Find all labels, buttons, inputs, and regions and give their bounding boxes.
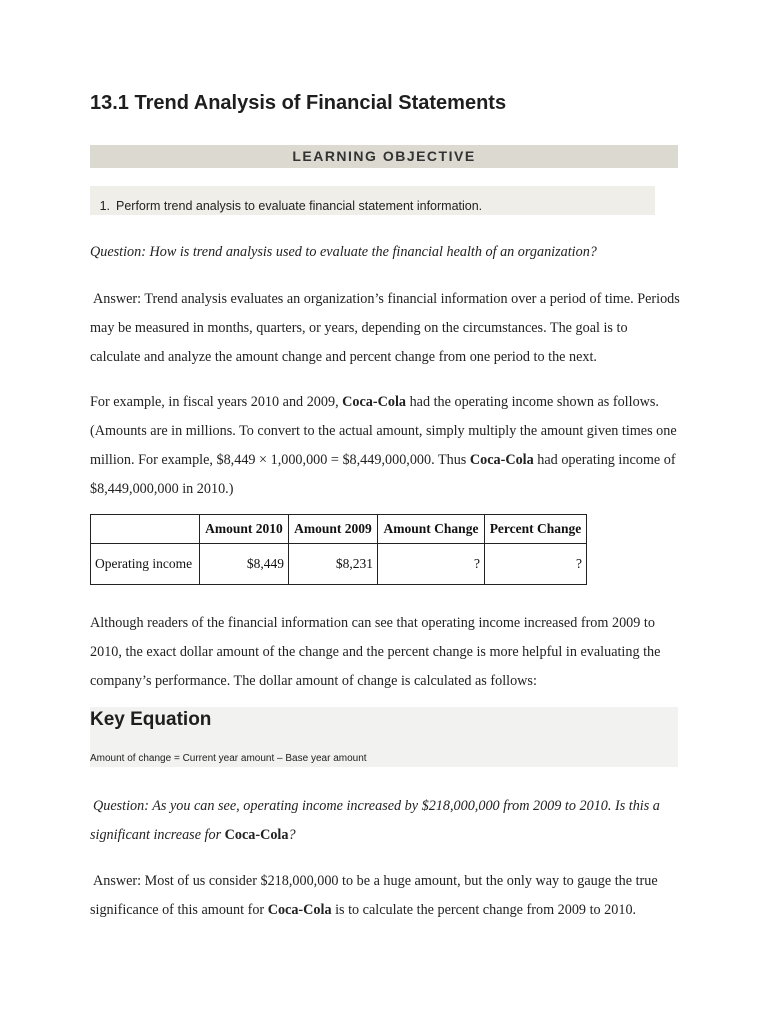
example-text-2: had the operating income shown as follows. (Amounts are in millions. To convert to the actual amount, simply multiply the amount given times one million. For example, $8,449 × 1,000,000 = $8,449,000,000. Thus	[90, 394, 677, 468]
page-title: 13.1 Trend Analysis of Financial Statements	[90, 92, 507, 114]
question-2-text: Question: As you can see, operating income increased by $218,000,000 from 2009 to 2010. Is this a significant increase for	[90, 798, 660, 843]
example-paragraph	[90, 388, 680, 504]
row-label: Operating income	[91, 544, 200, 585]
objective-text: Perform trend analysis to evaluate financial statement information.	[116, 199, 483, 213]
table-cell: $8,231	[289, 544, 378, 585]
company-name: Coca-Cola	[224, 827, 289, 843]
answer-2-text-2: is to calculate the percent change from 2009 to 2010.	[331, 902, 637, 918]
example-text-1: For example, in fiscal years 2010 and 2009,	[90, 394, 343, 410]
table-cell: ?	[485, 544, 587, 585]
example-text-3: had operating income of $8,449,000,000 in 2010.)	[90, 452, 676, 497]
table-header-row	[91, 515, 587, 544]
key-equation-title: Key Equation	[90, 709, 212, 730]
company-name: Coca-Cola	[342, 394, 407, 410]
table-header: Amount 2010	[200, 515, 289, 544]
table-cell: $8,449	[200, 544, 289, 585]
question-2	[90, 792, 680, 850]
after-table-paragraph: Although readers of the financial information can see that operating income increased from 2009 to 2010, the exact dollar amount of the change and the percent change is more helpful in evaluating the company’s performance. The dollar amount of change is calculated as follows:	[90, 615, 661, 689]
question-2-end: ?	[288, 827, 296, 843]
company-name: Coca-Cola	[267, 902, 332, 918]
table-row	[91, 544, 587, 585]
key-equation-text: Amount of change = Current year amount – Base year amount	[90, 753, 367, 764]
table-header	[91, 515, 200, 544]
operating-income-table	[90, 514, 587, 585]
table-header: Percent Change	[485, 515, 587, 544]
objective-number: 1.	[99, 199, 110, 213]
question-1-text: Question: How is trend analysis used to evaluate the financial health of an organization?	[90, 244, 597, 260]
company-name: Coca-Cola	[469, 452, 534, 468]
table-header: Amount Change	[378, 515, 485, 544]
answer-2-text-1: Answer: Most of us consider $218,000,000 to be a huge amount, but the only way to gauge the true significance of this amount for	[90, 873, 658, 918]
learning-objective-item	[90, 186, 655, 215]
answer-1: Answer: Trend analysis evaluates an organization’s financial information over a period of time. Periods may be measured in months, quarters, or years, depending on the circumstances. The goal is to calculate and analyze the amount change and percent change from one period to the next.	[90, 291, 680, 365]
question-1	[90, 238, 680, 267]
table-cell: ?	[378, 544, 485, 585]
table-header: Amount 2009	[289, 515, 378, 544]
learning-objective-heading: LEARNING OBJECTIVE	[90, 145, 678, 168]
answer-2	[90, 867, 680, 925]
